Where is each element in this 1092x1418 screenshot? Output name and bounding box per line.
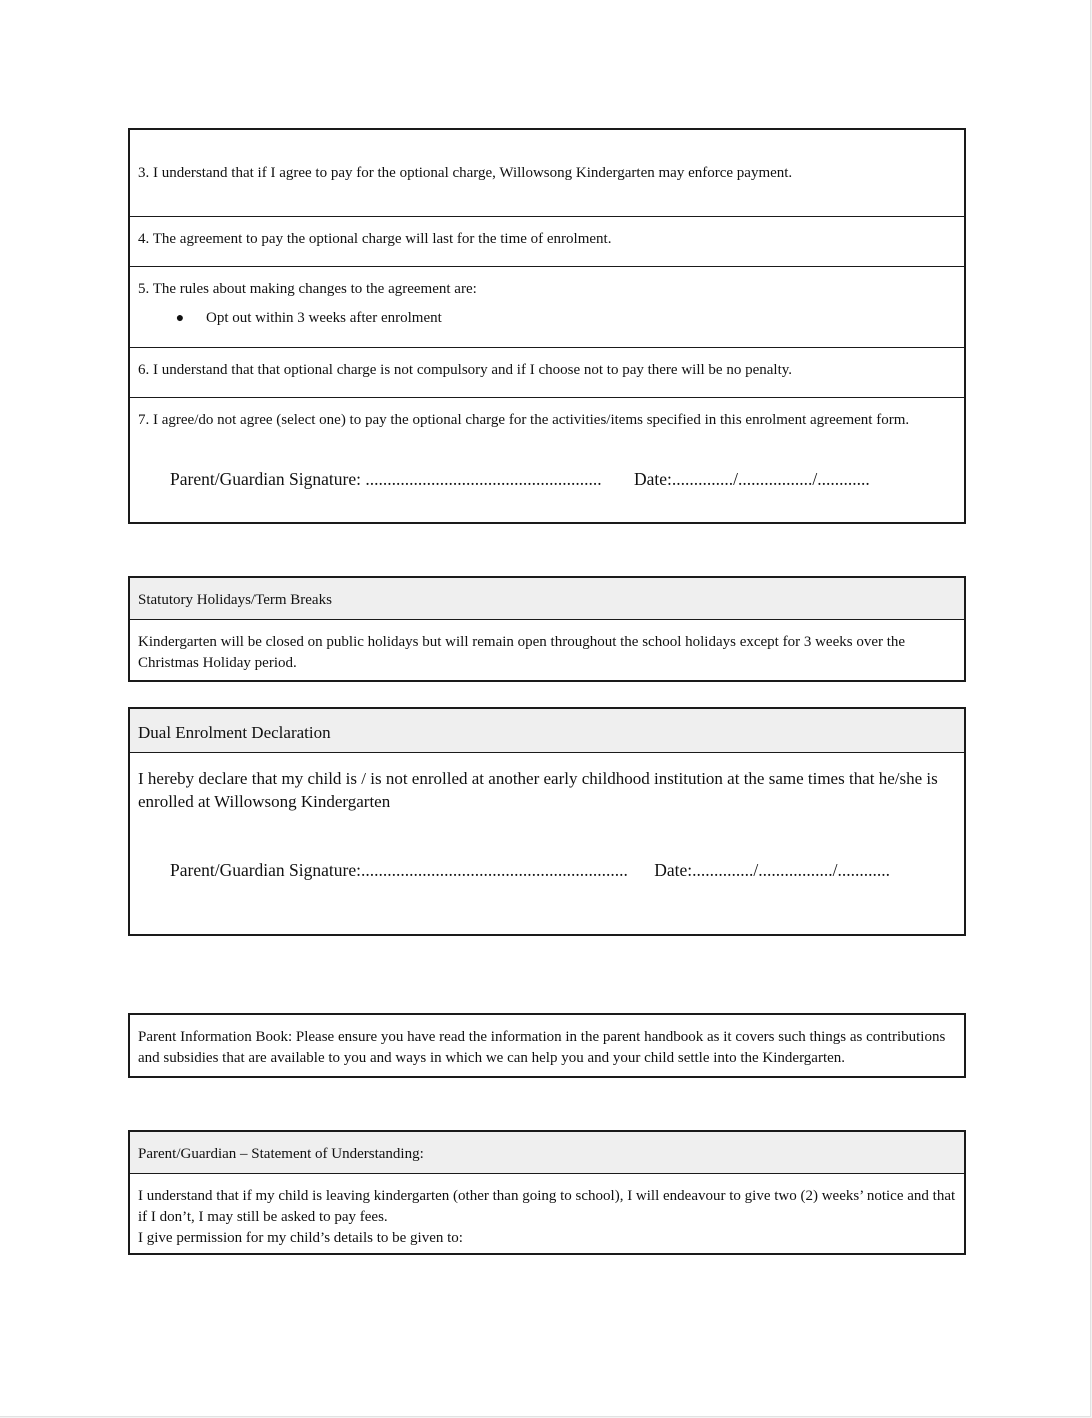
item-4-row xyxy=(130,217,964,267)
optional-charge-table xyxy=(128,128,966,524)
dual-header-row xyxy=(130,709,964,753)
statutory-heading: Statutory Holidays/Term Breaks xyxy=(138,592,332,608)
item-5-bullet-text: Opt out within 3 weeks after enrolment xyxy=(206,310,442,326)
statement-table xyxy=(128,1130,966,1255)
item-5-text: 5. The rules about making changes to the agreement are: xyxy=(138,281,477,297)
dual-body-row xyxy=(130,753,964,936)
item-5-bullet xyxy=(138,308,956,329)
signature-line xyxy=(138,469,956,490)
item-3-text: 3. I understand that if I agree to pay for the optional charge, Willowsong Kindergarten may enforce payment. xyxy=(138,165,793,181)
date-field[interactable]: Date:............../................./............ xyxy=(634,469,870,489)
statement-body-row xyxy=(130,1174,964,1255)
dual-date-field[interactable]: Date:............../................./............ xyxy=(654,860,890,880)
parent-info-text: Parent Information Book: Please ensure you have read the information in the parent handbook as it covers such things as contributions and subsidies that are available to you and ways in which we can help you and your child settle into the Kindergarten. xyxy=(138,1029,946,1066)
item-4-text: 4. The agreement to pay the optional charge will last for the time of enrolment. xyxy=(138,231,612,247)
statement-header-row xyxy=(130,1132,964,1174)
statement-line-1: I understand that if my child is leaving kindergarten (other than going to school), I will endeavour to give two (2) weeks’ notice and that if I don’t, I may still be asked to pay fees. xyxy=(138,1188,956,1225)
statutory-header-row xyxy=(130,578,964,620)
parent-info-row xyxy=(130,1015,964,1078)
statement-heading: Parent/Guardian – Statement of Understanding: xyxy=(138,1146,424,1162)
parent-information-table xyxy=(128,1013,966,1078)
dual-signature-line xyxy=(138,859,956,882)
statutory-holidays-table xyxy=(128,576,966,682)
dual-enrolment-table xyxy=(128,707,966,936)
statutory-body-row xyxy=(130,620,964,682)
item-5-row xyxy=(130,267,964,348)
statutory-body: Kindergarten will be closed on public holidays but will remain open throughout the school holidays except for 3 weeks over the Christmas Holiday period. xyxy=(138,634,906,671)
dual-body: I hereby declare that my child is / is not enrolled at another early childhood institution at the same times that he/she is enrolled at Willowsong Kindergarten xyxy=(138,769,938,811)
bullet-icon: ● xyxy=(175,311,185,326)
dual-signature-field[interactable]: Parent/Guardian Signature:............................................................. xyxy=(170,860,628,880)
statement-line-2: I give permission for my child’s details to be given to: xyxy=(138,1230,463,1246)
item-3-row xyxy=(130,130,964,217)
dual-heading: Dual Enrolment Declaration xyxy=(138,723,331,742)
item-6-text: 6. I understand that that optional charge is not compulsory and if I choose not to pay there will be no penalty. xyxy=(138,362,793,378)
item-7-text: 7. I agree/do not agree (select one) to pay the optional charge for the activities/items specified in this enrolment agreement form. xyxy=(138,412,910,428)
item-6-row xyxy=(130,348,964,398)
signature-field[interactable]: Parent/Guardian Signature: ...................................................... xyxy=(170,469,602,489)
item-7-row xyxy=(130,398,964,522)
